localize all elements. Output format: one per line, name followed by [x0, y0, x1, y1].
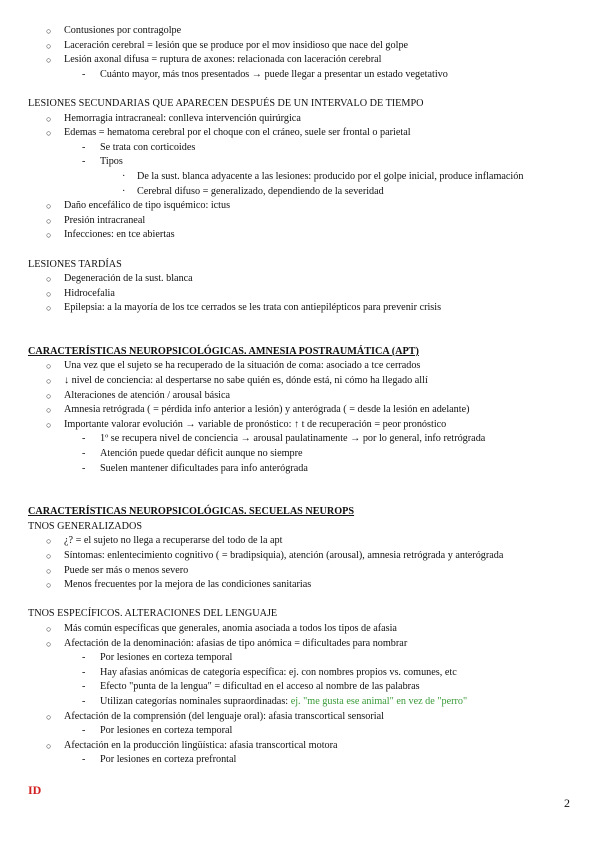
list-item: - Efecto "punta de la lengua" = dificultad en el acceso al nombre de las palabras [0, 680, 600, 695]
example-text: ej. "me gusta ese animal" en vez de "perro" [290, 695, 468, 707]
list-item: ○ Hemorragia intracraneal: conlleva intervención quirúrgica [0, 112, 600, 127]
list-item: - Por lesiones en corteza prefrontal [0, 753, 600, 768]
list-item: · Cerebral difuso = generalizado, dependiendo de la severidad [0, 185, 600, 200]
list-item: ○ Epilepsia: a la mayoría de los tce cerrados se les trata con antiepilépticos para prevenir crisis [0, 301, 600, 316]
list-item: ○ Infecciones: en tce abiertas [0, 228, 600, 243]
list-item: ○ Menos frecuentes por la mejora de las condiciones sanitarias [0, 578, 600, 593]
list-item-text: Utilizan categorías nominales supraordinadas: [100, 695, 289, 707]
section-heading: LESIONES TARDÍAS [28, 258, 122, 270]
list-item: ○ Hidrocefalia [0, 287, 600, 302]
section-title: CARACTERÍSTICAS NEUROPSICOLÓGICAS. AMNESIA POSTRAUMÁTICA (APT) [28, 345, 419, 357]
list-item: ○ Laceración cerebral = lesión que se produce por el mov insidioso que nace del golpe [0, 39, 600, 54]
list-item: - Hay afasias anómicas de categoría específica: ej. con nombres propios vs. comunes, etc [0, 666, 600, 681]
list-item: ○ ↓ nivel de conciencia: al despertarse no sabe quién es, dónde está, ni cómo ha llegado allí [0, 374, 600, 389]
section-heading: LESIONES SECUNDARIAS QUE APARECEN DESPUÉS DE UN INTERVALO DE TIEMPO [28, 97, 424, 109]
list-item: ○ Presión intracraneal [0, 214, 600, 229]
list-item: ○ Una vez que el sujeto se ha recuperado de la situación de coma: asociado a tce cerrados [0, 359, 600, 374]
list-item: ○ Síntomas: enlentecimiento cognitivo ( = bradipsiquia), atención (arousal), amnesia retrógrada y anterógrada [0, 549, 600, 564]
list-item: ○ Edemas = hematoma cerebral por el choque con el cráneo, suele ser frontal o parietal [0, 126, 600, 141]
list-item [0, 695, 600, 710]
list-item: - 1º se recupera nivel de conciencia → arousal paulatinamente → por lo general, info retrógrada [0, 432, 600, 447]
list-item: - Por lesiones en corteza temporal [0, 651, 600, 666]
list-item: ○ Importante valorar evolución → variable de pronóstico: ↑ t de recuperación = peor pronóstico [0, 418, 600, 433]
list-item: - Por lesiones en corteza temporal [0, 724, 600, 739]
list-item: ○ Afectación de la comprensión (del lenguaje oral): afasia transcortical sensorial [0, 710, 600, 725]
section-heading: TNOS GENERALIZADOS [28, 520, 143, 532]
list-item: - Se trata con corticoides [0, 141, 600, 156]
list-item: - Tipos [0, 155, 600, 170]
list-item: - Atención puede quedar déficit aunque no siempre [0, 447, 600, 462]
section-heading: TNOS ESPECÍFICOS. ALTERACIONES DEL LENGUAJE [28, 608, 278, 620]
id-mark: ID [28, 783, 42, 797]
list-item: ○ Degeneración de la sust. blanca [0, 272, 600, 287]
list-item: ○ Lesión axonal difusa = ruptura de axones: relacionada con laceración cerebral [0, 53, 600, 68]
list-item: - Cuánto mayor, más tnos presentados → puede llegar a presentar un estado vegetativo [0, 68, 600, 83]
document-page [0, 24, 600, 768]
list-item: ○ ¿? = el sujeto no llega a recuperarse del todo de la apt [0, 534, 600, 549]
list-item: ○ Afectación en la producción lingüística: afasia transcortical motora [0, 739, 600, 754]
list-item: ○ Más común específicas que generales, anomia asociada a todos los tipos de afasia [0, 622, 600, 637]
list-item: - Suelen mantener dificultades para info anterógrada [0, 462, 600, 477]
list-item: ○ Daño encefálico de tipo isquémico: ictus [0, 199, 600, 214]
list-item: ○ Amnesia retrógrada ( = pérdida info anterior a lesión) y anterógrada ( = desde la lesión en adelante) [0, 403, 600, 418]
list-item: ○ Puede ser más o menos severo [0, 564, 600, 579]
list-item: ○ Afectación de la denominación: afasias de tipo anómica = dificultades para nombrar [0, 637, 600, 652]
list-item: · De la sust. blanca adyacente a las lesiones: producido por el golpe inicial, produce inflamación [0, 170, 600, 185]
list-item: ○ Alteraciones de atención / arousal básica [0, 389, 600, 404]
section-title: CARACTERÍSTICAS NEUROPSICOLÓGICAS. SECUELAS NEUROPS [28, 506, 355, 518]
page-number: 2 [564, 796, 570, 810]
list-item: ○ Contusiones por contragolpe [0, 24, 600, 39]
